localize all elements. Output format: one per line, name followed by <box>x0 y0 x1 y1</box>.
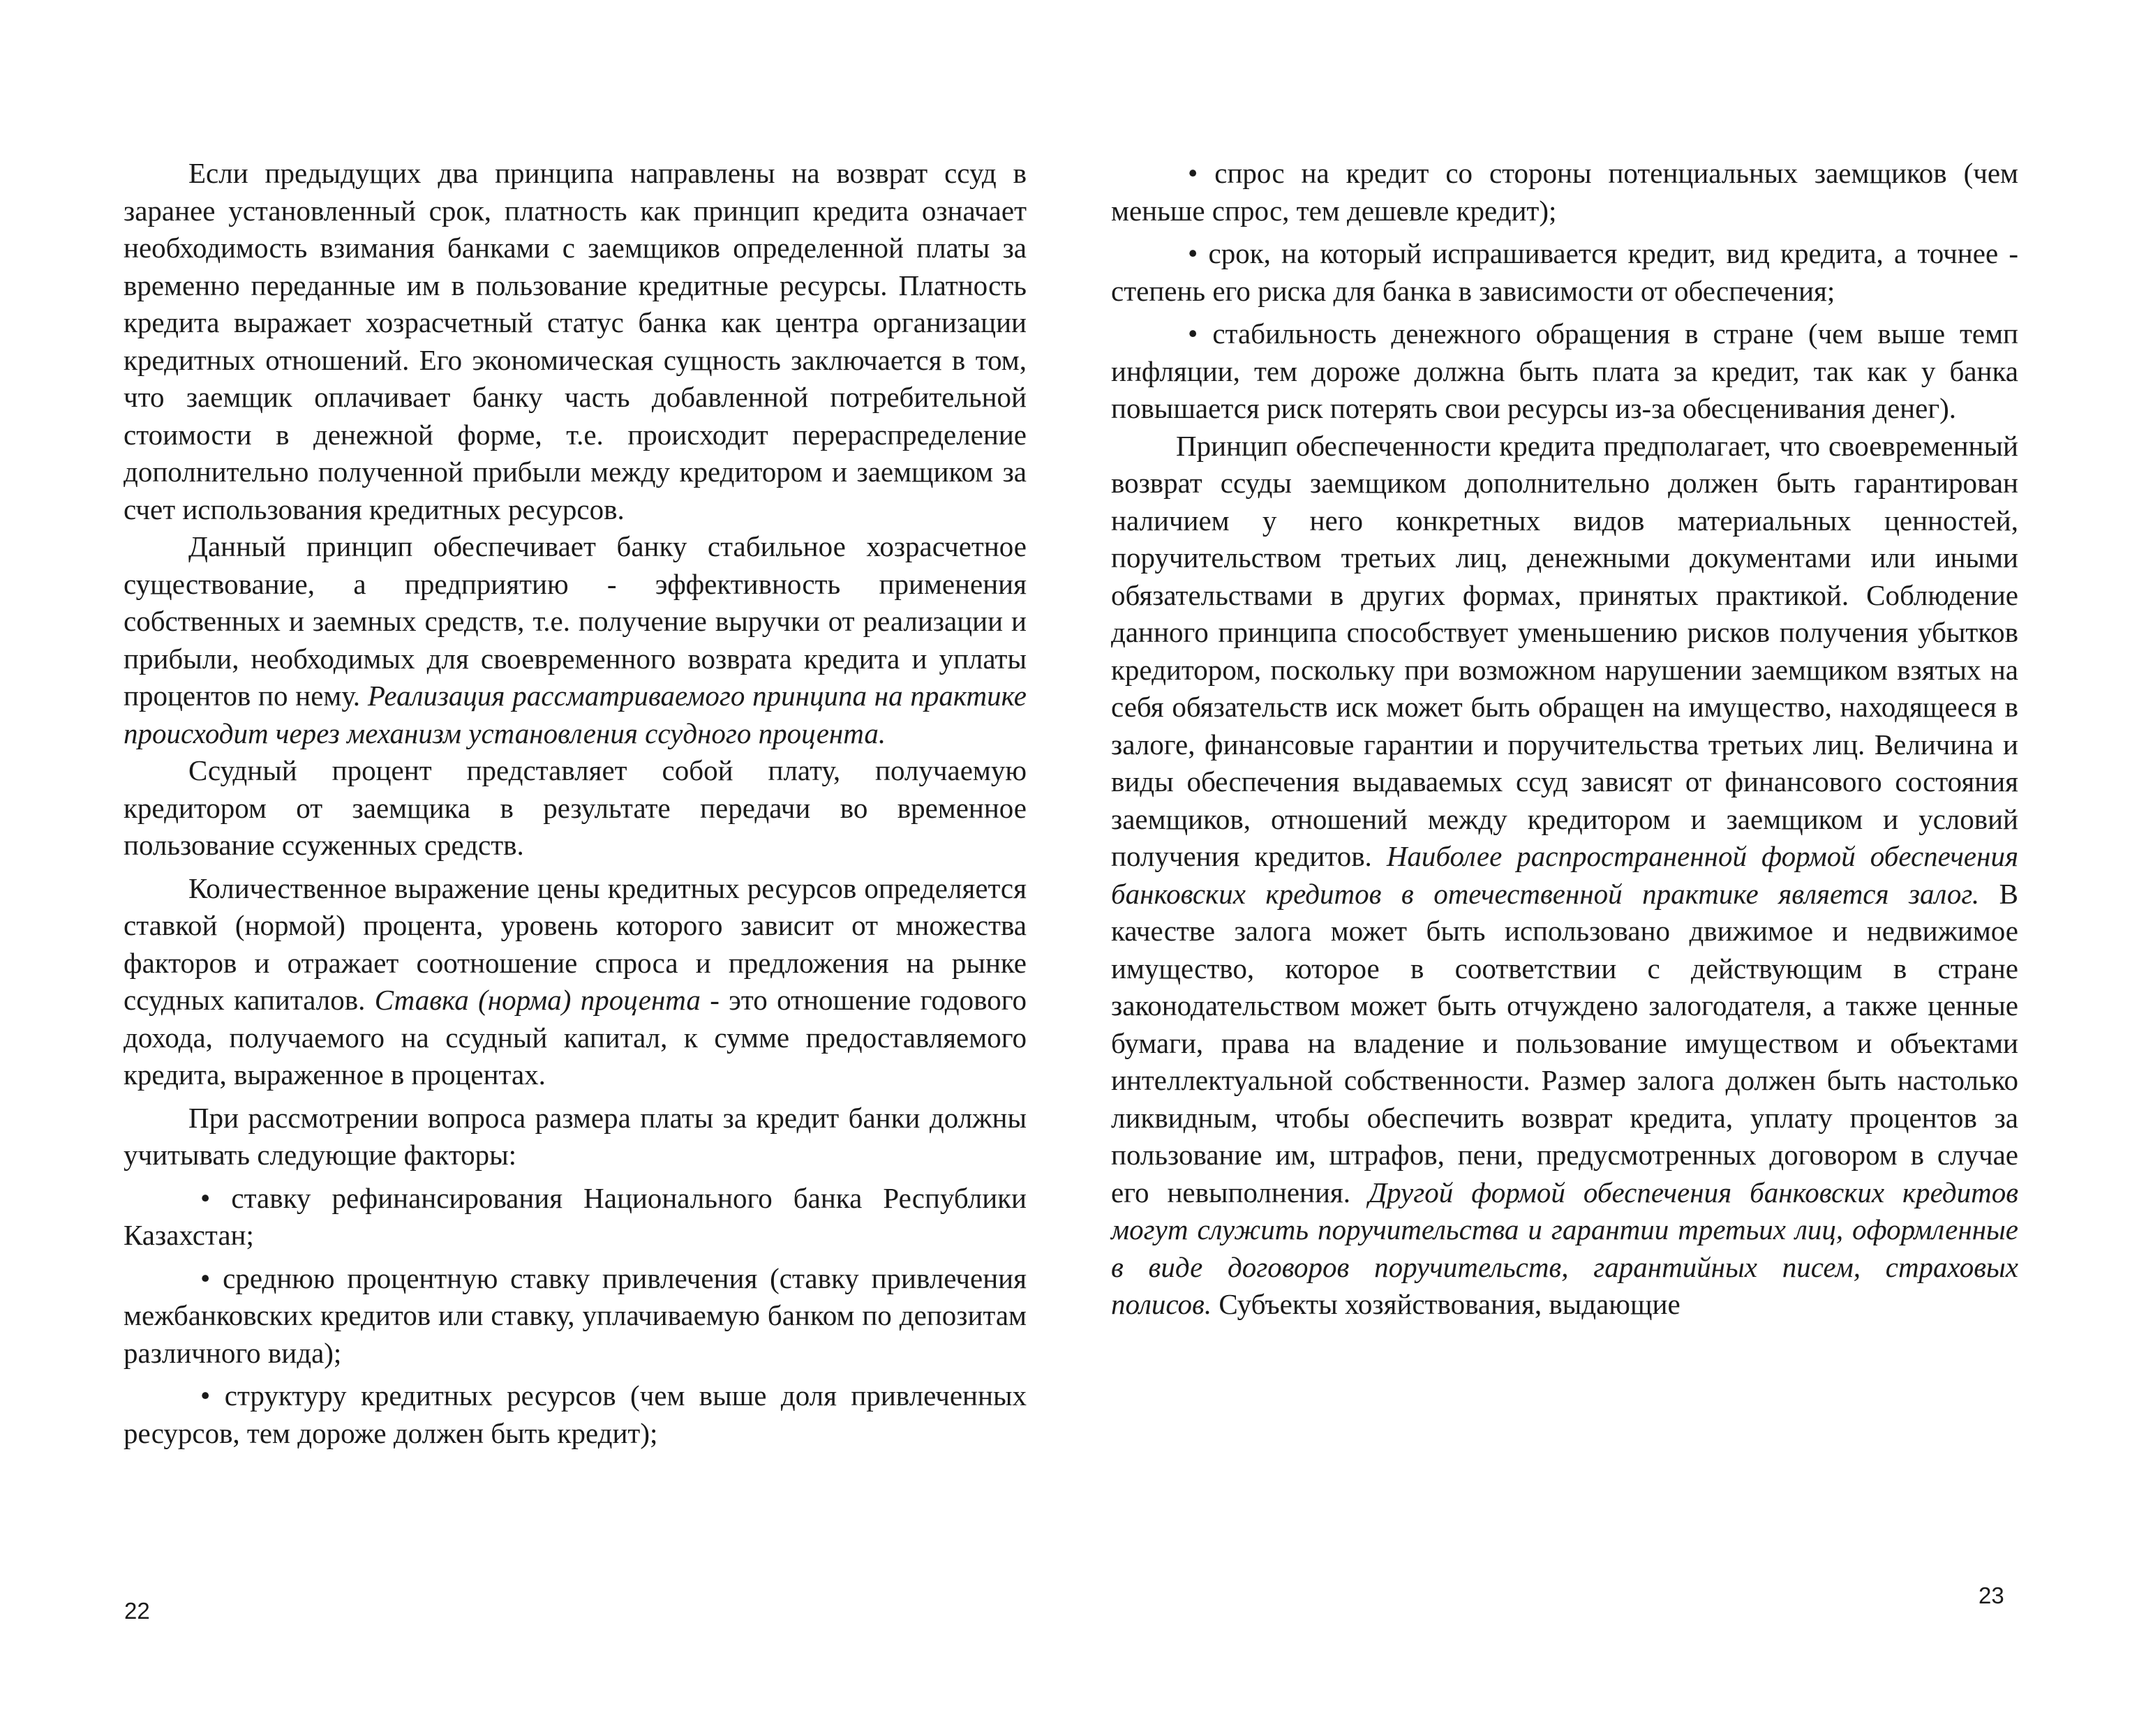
bullet-item: • ставку рефинансирования Национального банка Республики Казахстан; <box>124 1181 1027 1251</box>
paragraph: Если предыдущих два принципа направлены на возврат ссуд в заранее установленный срок, платность как принцип кредита означает необходимость взимания банками с заемщиков определенной платы за временно переданные им в пользование кредитные ресурсы. Платность кредита выражает хозрасчетный статус банка как центра организации кредитных отношений. Его экономическая сущность заключается в том, что заемщик оплачивает банку часть добавленной потребительной стоимости в денежной форме, т.е. происходит перераспределение дополнительно полученной прибыли между кредитором и заемщиком за счет использования кредитных ресурсов. <box>124 157 1027 525</box>
bullet-item: • спрос на кредит со стороны потенциальных заемщиков (чем меньше спрос, тем дешевле кредит); <box>1111 157 2018 227</box>
paragraph: Ссудный процент представляет собой плату, получаемую кредитором от заемщика в результате передачи во временное пользование ссуженных средств. <box>124 754 1027 861</box>
bullet-item: • стабильность денежного обращения в стране (чем выше темп инфляции, тем дороже должна быть плата за кредит, так как у банка повышается риск потерять свои ресурсы из-за обесценивания денег). <box>1111 317 2018 424</box>
italic-term: Ставка (норма) процента <box>374 984 701 1016</box>
right-page-text <box>1111 155 2018 1324</box>
paragraph: Количественное выражение цены кредитных ресурсов определяется ставкой (нормой) процента, уровень которого зависит от множества факторов и отражает соотношение спроса и предложения на рынке ссудных капиталов. Ставка (норма) процента - это отношение годового дохода, получаемого на ссудный капитал, к сумме предоставляемого кредита, выраженное в процентах. <box>124 871 1027 1091</box>
page-number: 22 <box>124 1598 150 1624</box>
bullet-item: • среднюю процентную ставку привлечения (ставку привлечения межбанковских кредитов или ставку, уплачиваемую банком по депозитам различного вида); <box>124 1262 1027 1369</box>
bullet-item: • срок, на который испрашивается кредит, вид кредита, а точнее - степень его риска для банка в зависимости от обеспечения; <box>1111 237 2018 307</box>
paragraph: Данный принцип обеспечивает банку стабильное хозрасчетное существование, а предприятию - эффективность применения собственных и заемных средств, т.е. получение выручки от реализации и прибыли, необходимых для своевременного возврата кредита и уплаты процентов по нему. Реализация рассматриваемого принципа на практике происходит через механизм установления ссудного процента. <box>124 530 1027 749</box>
bullet-item: • структуру кредитных ресурсов (чем выше доля привлеченных ресурсов, тем дороже должен быть кредит); <box>124 1379 1027 1449</box>
left-page-text <box>124 155 1027 1452</box>
right-page <box>1075 0 2146 1736</box>
paragraph: Принцип обеспеченности кредита предполагает, что своевременный возврат ссуды заемщиком дополнительно должен быть гарантирован наличием у него конкретных видов материальных ценностей, поручительством третьих лиц, денежными документами или иными обязательствами в других формах, принятых практикой. Соблюдение данного принципа способствует уменьшению рисков получения убытков кредитором, поскольку при возможном нарушении заемщиком взятых на себя обязательств иск может быть обращен на имущество, находящееся в залоге, финансовые гарантии и поручительства третьих лиц. Величина и виды обеспечения выдаваемых ссуд зависят от финансового состояния заемщиков, отношений между кредитором и заемщиком и условий получения кредитов. Наиболее распространенной формой обеспечения банковских кредитов в отечественной практике является залог. В качестве залога может быть использовано движимое и недвижимое имущество, которое в соответствии с действующим в стране законодательством может быть отчуждено залогодателя, а также ценные бумаги, права на владение и пользование имуществом и объектами интеллектуальной собственности. Размер залога должен быть настолько ликвидным, чтобы обеспечить возврат кредита, уплату процентов за пользование им, штрафов, пени, предусмотренных договором в случае его невыполнения. Другой формой обеспечения банковских кредитов могут служить поручительства и гарантии третьих лиц, оформленные в виде договоров поручительств, гарантийных писем, страховых полисов. Субъекты хозяйствования, выдающие <box>1111 429 2019 1320</box>
italic-sentence: Наиболее распространенной формой обеспечения банковских кредитов в отечественной практике является залог. <box>1111 840 2018 910</box>
paragraph: При рассмотрении вопроса размера платы за кредит банки должны учитывать следующие факторы: <box>124 1101 1027 1171</box>
italic-sentence: Другой формой обеспечения банковских кредитов могут служить поручительства и гарантии третьих лиц, оформленные в виде договоров поручительств, гарантийных писем, страховых полисов. <box>1111 1176 2019 1320</box>
page-number: 23 <box>1979 1582 2004 1608</box>
italic-sentence: Реализация рассматриваемого принципа на практике происходит через механизм установления ссудного процента. <box>124 680 1027 749</box>
